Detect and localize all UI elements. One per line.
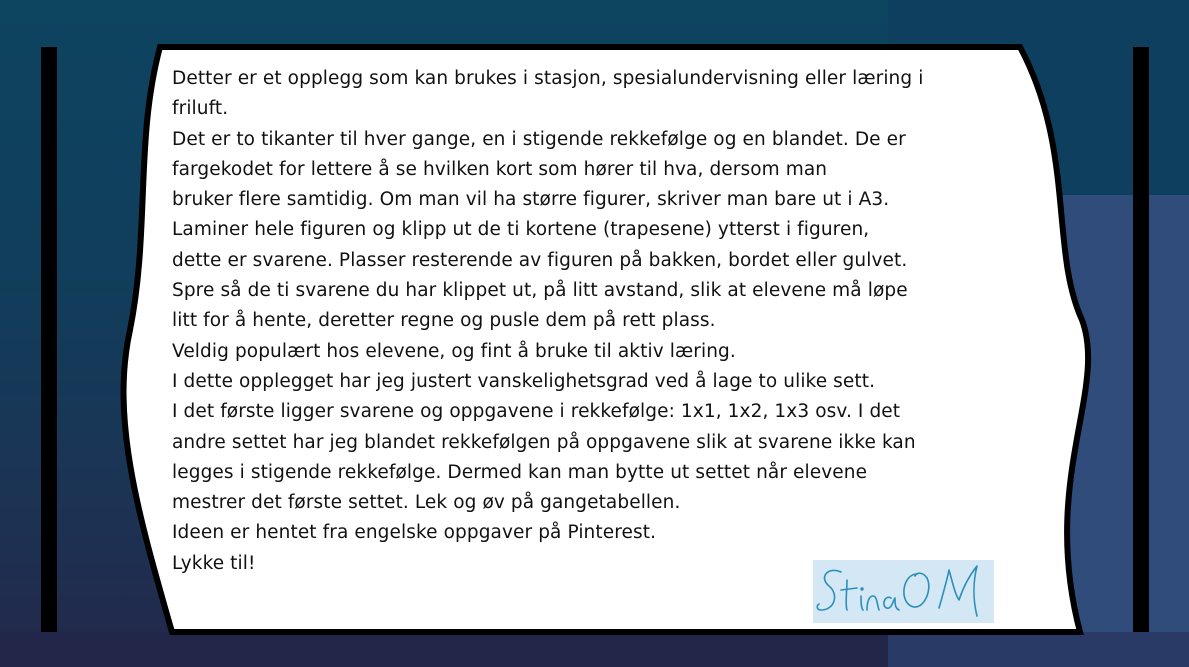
text-line: Veldig populært hos elevene, og fint å bruke til aktiv læring. bbox=[172, 340, 736, 362]
text-line: Laminer hele figuren og klipp ut de ti kortene (trapesene) ytterst i figuren, bbox=[172, 219, 870, 241]
text-line: litt for å hente, deretter regne og pusle dem på rett plass. bbox=[172, 310, 716, 332]
text-line: Ideen er hentet fra engelske oppgaver på Pinterest. bbox=[172, 522, 657, 544]
document-body bbox=[172, 64, 1032, 579]
text-line: Detter er et opplegg som kan brukes i stasjon, spesialundervisning eller læring i bbox=[172, 68, 924, 89]
text-line: I det første ligger svarene og oppgavene i rekkefølge: 1x1, 1x2, 1x3 osv. I det bbox=[172, 401, 901, 423]
signature-scribble bbox=[813, 560, 994, 623]
text-line: fargekodet for lettere å se hvilken kort som hører til hva, dersom man bbox=[172, 158, 828, 180]
text-line: dette er svarene. Plasser resterende av figuren på bakken, bordet eller gulvet. bbox=[172, 249, 908, 271]
text-line: I dette opplegget har jeg justert vanskelighetsgrad ved å lage to ulike sett. bbox=[172, 370, 876, 392]
text-line: mestrer det første settet. Lek og øv på gangetabellen. bbox=[172, 492, 681, 514]
text-line: friluft. bbox=[172, 98, 229, 120]
text-line: andre settet har jeg blandet rekkefølgen på oppgavene slik at svarene ikke kan bbox=[172, 431, 916, 453]
text-line: Spre så de ti svarene du har klippet ut, på litt avstand, slik at elevene må løpe bbox=[172, 280, 908, 302]
text-line: Lykke til! bbox=[172, 552, 256, 574]
text-line: Det er to tikanter til hver gange, en i stigende rekkefølge og en blandet. De er bbox=[172, 128, 906, 150]
signature bbox=[813, 560, 994, 623]
text-line: legges i stigende rekkefølge. Dermed kan man bytte ut settet når elevene bbox=[172, 461, 868, 483]
text-line: bruker flere samtidig. Om man vil ha større figurer, skriver man bare ut i A3. bbox=[172, 189, 890, 211]
